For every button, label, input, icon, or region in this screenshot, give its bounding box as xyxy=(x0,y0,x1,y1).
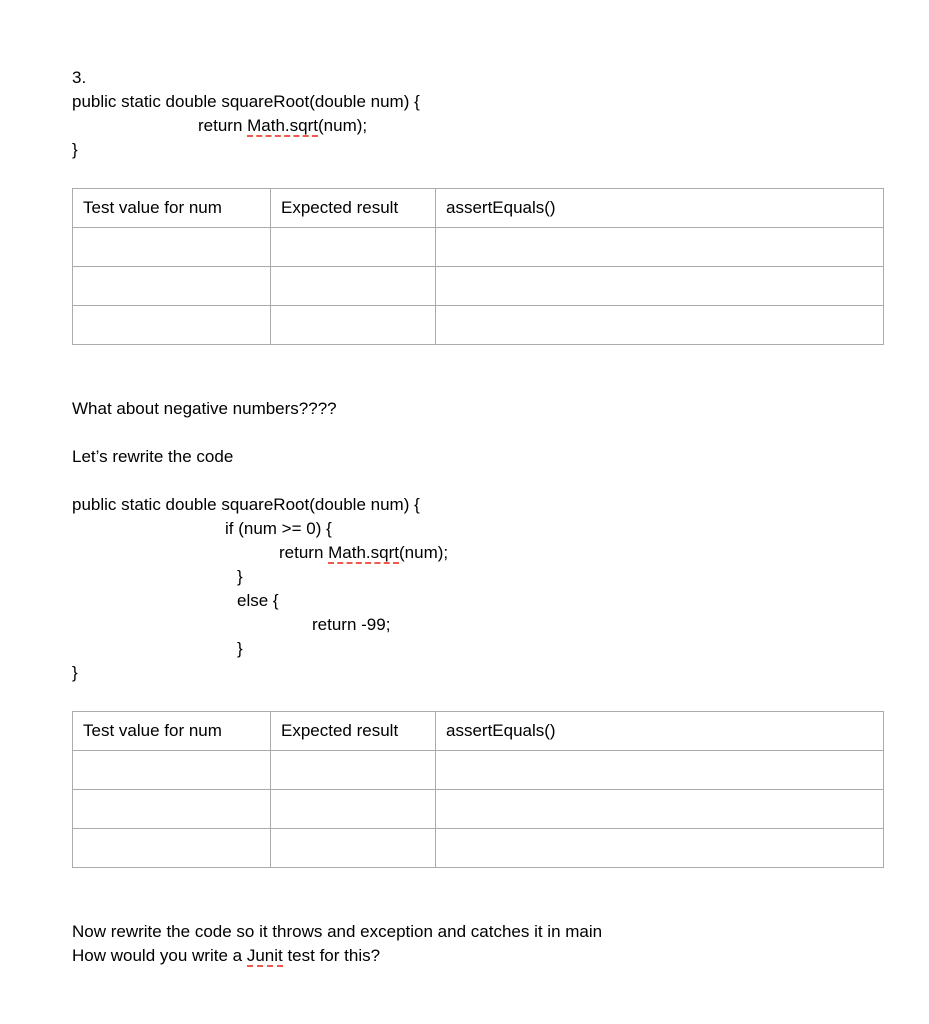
table-cell-empty[interactable] xyxy=(436,751,884,790)
table-cell-empty[interactable] xyxy=(271,306,436,345)
table-cell-empty[interactable] xyxy=(271,267,436,306)
table-cell-empty[interactable] xyxy=(436,829,884,868)
closing-instructions xyxy=(72,920,883,968)
table-row xyxy=(73,228,884,267)
test-table-2 xyxy=(72,711,884,868)
table-header-row xyxy=(73,189,884,228)
code-line: return -99; xyxy=(312,615,391,634)
table-cell-empty[interactable] xyxy=(436,790,884,829)
table-cell-empty[interactable] xyxy=(73,829,271,868)
code-line: public static double squareRoot(double num) { xyxy=(72,92,420,111)
code-text: (num); xyxy=(399,543,449,562)
code-line: if (num >= 0) { xyxy=(225,519,332,538)
code-line: } xyxy=(237,639,243,658)
spellcheck-underlined-word: Junit xyxy=(246,946,283,965)
code-text: (num); xyxy=(318,116,368,135)
table-row xyxy=(73,306,884,345)
table-header-assert-equals: assertEquals() xyxy=(436,189,884,228)
table-row xyxy=(73,790,884,829)
code-line xyxy=(72,114,883,138)
table-cell-empty[interactable] xyxy=(271,790,436,829)
table-cell-empty[interactable] xyxy=(73,267,271,306)
table-cell-empty[interactable] xyxy=(73,790,271,829)
code-line: } xyxy=(72,663,78,682)
table-row xyxy=(73,829,884,868)
instruction-text: test for this? xyxy=(282,946,381,965)
table-cell-empty[interactable] xyxy=(73,306,271,345)
spellcheck-underlined-word: Math.sqrt xyxy=(328,543,399,562)
table-header-test-value: Test value for num xyxy=(73,712,271,751)
code-text: return xyxy=(198,116,248,135)
table-header-assert-equals: assertEquals() xyxy=(436,712,884,751)
code-line: } xyxy=(72,140,78,159)
table-header-row xyxy=(73,712,884,751)
table-cell-empty[interactable] xyxy=(271,228,436,267)
table-cell-empty[interactable] xyxy=(436,267,884,306)
table-cell-empty[interactable] xyxy=(271,829,436,868)
table-row xyxy=(73,267,884,306)
problem-number: 3. xyxy=(72,68,87,87)
rewrite-note: Let’s rewrite the code xyxy=(72,447,234,466)
instruction-line-1: Now rewrite the code so it throws and exception and catches it in main xyxy=(72,922,603,941)
table-row xyxy=(73,751,884,790)
code-text: return xyxy=(279,543,329,562)
table-header-expected-result: Expected result xyxy=(271,712,436,751)
spellcheck-underlined-word: Math.sqrt xyxy=(247,116,318,135)
code-line xyxy=(72,541,883,565)
instruction-line-2 xyxy=(72,944,883,968)
table-cell-empty[interactable] xyxy=(73,228,271,267)
instruction-text: How would you write a xyxy=(72,946,247,965)
code-line: public static double squareRoot(double num) { xyxy=(72,495,420,514)
code-line: else { xyxy=(237,591,279,610)
code-block-1 xyxy=(72,90,883,162)
table-cell-empty[interactable] xyxy=(436,306,884,345)
table-cell-empty[interactable] xyxy=(436,228,884,267)
table-header-expected-result: Expected result xyxy=(271,189,436,228)
table-cell-empty[interactable] xyxy=(271,751,436,790)
table-header-test-value: Test value for num xyxy=(73,189,271,228)
code-block-2 xyxy=(72,493,883,685)
table-cell-empty[interactable] xyxy=(73,751,271,790)
test-table-1 xyxy=(72,188,884,345)
code-line: } xyxy=(237,567,243,586)
question-text: What about negative numbers???? xyxy=(72,399,337,418)
